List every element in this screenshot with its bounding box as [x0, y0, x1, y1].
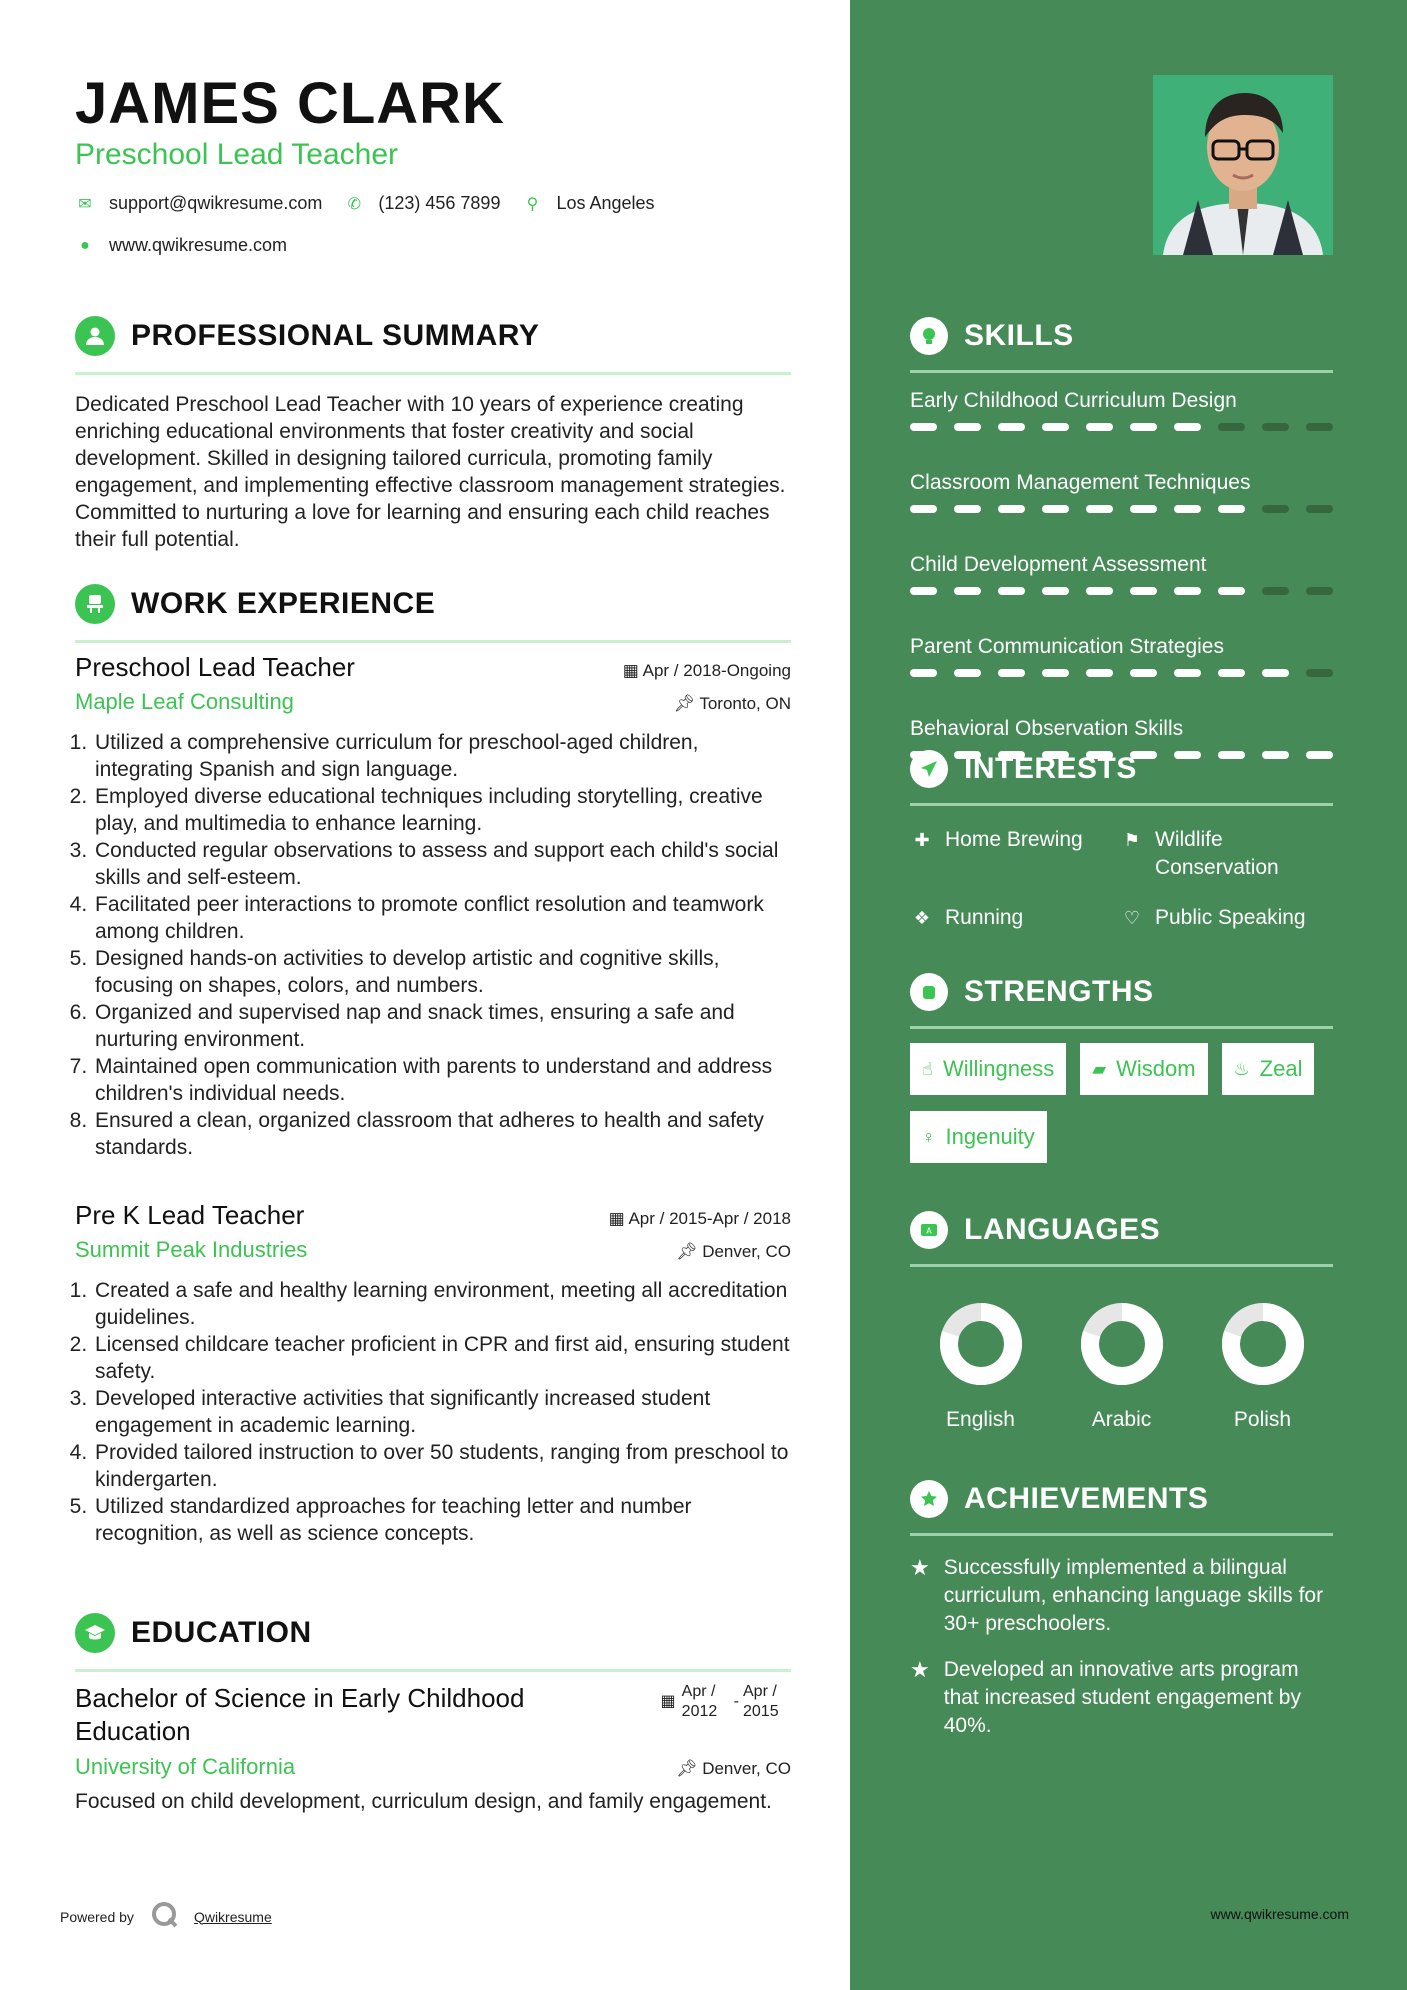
candidate-title: Preschool Lead Teacher [75, 138, 398, 171]
education-heading: EDUCATION [131, 1616, 312, 1649]
summary-text: Dedicated Preschool Lead Teacher with 10 years of experience creating enriching educational environments that foster creativity and social development. Skilled in designing tailored curricula, promoting family engagement, and implementing effective classroom management strategies. Committed to nurturing a love for learning and ensuring each child reaches their full potential. [75, 393, 786, 551]
experience-heading: WORK EXPERIENCE [131, 587, 436, 620]
skill-level-dash [954, 587, 981, 595]
strengths-section [910, 970, 1333, 1179]
book-icon: ▰ [1092, 1058, 1107, 1079]
location-text: Los Angeles [556, 193, 655, 213]
language-item [910, 1301, 1051, 1432]
achievements-section [910, 1477, 1333, 1740]
calendar-icon: ▦ [660, 1693, 676, 1710]
interest-label: Public Speaking [1155, 906, 1306, 929]
job-entry [75, 652, 791, 1161]
fire-icon: ♨ [1233, 1058, 1250, 1079]
paw-icon: ❖ [913, 908, 931, 928]
list-item: 6. Organized and supervised nap and snack times, ensuring a safe and nurturing environment. [93, 999, 791, 1053]
brand-link[interactable]: Qwikresume [193, 1908, 272, 1925]
star-icon [910, 1480, 948, 1518]
skill-level-dash [954, 669, 981, 677]
skill-level-dash [1306, 505, 1333, 513]
interest-label: Wildlife Conservation [1155, 828, 1279, 879]
skill-level-dash [998, 587, 1025, 595]
school-location: Denver, CO [702, 1759, 791, 1778]
education-entry [75, 1682, 791, 1815]
skill-name: Parent Communication Strategies [910, 635, 1224, 658]
job-title: Preschool Lead Teacher [75, 652, 355, 682]
skill-level-dash [1086, 587, 1113, 595]
skill-item [910, 471, 1333, 537]
skill-level-dash [1306, 587, 1333, 595]
interests-section [910, 747, 1333, 932]
skill-level-meter [910, 669, 1333, 677]
skill-level-dash [1130, 505, 1157, 513]
job-entry [75, 1200, 791, 1547]
list-item: 1. Utilized a comprehensive curriculum for preschool-aged children, integrating Spanish and sign language. [93, 729, 791, 783]
divider [910, 1533, 1333, 1536]
school-name: University of California [75, 1754, 296, 1779]
powered-by-text: Powered by [60, 1908, 134, 1925]
language-name: Polish [1233, 1408, 1292, 1431]
profile-photo [1153, 75, 1333, 255]
skill-level-dash [1130, 587, 1157, 595]
job-dates: Apr / 2018-Ongoing [642, 661, 791, 680]
job-location: Denver, CO [702, 1242, 791, 1261]
heartbeat-icon: ♡ [1123, 908, 1141, 928]
interest-label: Running [945, 906, 1024, 929]
skill-level-dash [1086, 423, 1113, 431]
candidate-name: JAMES CLARK [75, 71, 505, 136]
footer-powered [60, 1900, 272, 1933]
user-icon [75, 316, 115, 356]
list-item: 3. Developed interactive activities that significantly increased student engagement in academic learning. [93, 1385, 791, 1439]
calendar-icon: ▦ [622, 661, 643, 680]
skill-level-dash [910, 587, 937, 595]
job-title: Pre K Lead Teacher [75, 1200, 305, 1230]
interest-item [910, 826, 1120, 882]
strength-badge [1222, 1043, 1315, 1095]
skills-list [910, 389, 1333, 783]
website-link[interactable]: www.qwikresume.com [109, 235, 288, 255]
education-section [75, 1611, 791, 1672]
list-item: 3. Conducted regular observations to assess and support each child's social skills and self-esteem. [93, 837, 791, 891]
list-item: 2. Licensed childcare teacher proficient in CPR and first aid, ensuring student safety. [93, 1331, 791, 1385]
list-item: 7. Maintained open communication with parents to understand and address children's individual needs. [93, 1053, 791, 1107]
strength-badge [910, 1043, 1066, 1095]
skill-level-dash [1042, 505, 1069, 513]
skill-level-dash [1130, 423, 1157, 431]
strength-label: Zeal [1259, 1056, 1303, 1081]
job-company: Maple Leaf Consulting [75, 689, 294, 714]
interest-item [910, 904, 1120, 932]
skill-name: Behavioral Observation Skills [910, 717, 1184, 740]
pushpin-icon: 📌︎ [675, 1242, 703, 1261]
contact-row [75, 193, 677, 214]
skill-level-dash [910, 669, 937, 677]
skill-level-dash [1218, 669, 1245, 677]
flag-icon: ⚑ [1123, 830, 1141, 850]
language-item [1051, 1301, 1192, 1432]
list-item: 4. Provided tailored instruction to over 50 students, ranging from preschool to kindergarten. [93, 1439, 791, 1493]
skill-level-meter [910, 587, 1333, 595]
interest-item [1120, 904, 1330, 932]
thumbs-up-icon: ☝ [922, 1058, 933, 1079]
skill-level-meter [910, 505, 1333, 513]
strengths-list [910, 1043, 1333, 1179]
strength-badge [910, 1111, 1047, 1163]
job-location: Toronto, ON [699, 694, 791, 713]
skill-level-dash [954, 505, 981, 513]
interests-list [910, 826, 1333, 932]
lightbulb-icon [910, 317, 948, 355]
skill-level-dash [998, 423, 1025, 431]
experience-section [75, 582, 791, 643]
paper-plane-icon [910, 750, 948, 788]
list-item: 1. Created a safe and healthy learning environment, meeting all accreditation guidelines. [93, 1277, 791, 1331]
job-bullets [75, 729, 791, 1161]
job-dates: Apr / 2015-Apr / 2018 [628, 1209, 791, 1228]
skill-level-dash [1218, 587, 1245, 595]
language-icon [910, 1211, 948, 1249]
skill-level-dash [1174, 669, 1201, 677]
list-item: 2. Employed diverse educational techniques including storytelling, creative play, and multimedia to enhance learning. [93, 783, 791, 837]
skills-heading: SKILLS [964, 319, 1074, 352]
job-bullets [75, 1277, 791, 1547]
skill-level-dash [998, 505, 1025, 513]
footer-site-link[interactable]: www.qwikresume.com [1210, 1906, 1349, 1922]
skill-item [910, 553, 1333, 619]
skill-level-dash [1306, 423, 1333, 431]
achievement-text: Developed an innovative arts program that increased student engagement by 40%. [943, 1658, 1301, 1737]
strength-label: Ingenuity [945, 1124, 1035, 1149]
strength-label: Willingness [942, 1056, 1055, 1081]
skill-level-dash [910, 423, 937, 431]
skill-level-dash [1086, 669, 1113, 677]
skill-level-dash [1262, 505, 1289, 513]
skill-level-dash [1262, 669, 1289, 677]
strength-label: Wisdom [1116, 1056, 1196, 1081]
map-pin-icon: ⚲ [526, 195, 539, 213]
language-proficiency-ring [938, 1301, 1024, 1387]
lightbulb-icon: ♀ [922, 1126, 936, 1147]
summary-heading: PROFESSIONAL SUMMARY [131, 319, 540, 352]
skill-level-dash [1306, 669, 1333, 677]
envelope-icon: ✉ [78, 195, 92, 213]
star-icon: ★ [910, 1555, 930, 1580]
list-item: 5. Utilized standardized approaches for teaching letter and number recognition, as well as science concepts. [93, 1493, 791, 1547]
skill-name: Child Development Assessment [910, 553, 1207, 576]
list-item: 5. Designed hands-on activities to develop artistic and cognitive skills, focusing on shapes, colors, and numbers. [93, 945, 791, 999]
skill-level-dash [1042, 669, 1069, 677]
language-proficiency-ring [1220, 1301, 1306, 1387]
phone-text: (123) 456 7899 [378, 193, 501, 213]
education-start: Apr / 2012 [681, 1683, 718, 1720]
degree-title: Bachelor of Science in Early Childhood Education [75, 1683, 525, 1746]
skill-level-dash [1262, 423, 1289, 431]
divider [75, 640, 791, 643]
skill-level-dash [910, 505, 937, 513]
skill-level-dash [1042, 423, 1069, 431]
interest-item [1120, 826, 1330, 882]
language-proficiency-ring [1079, 1301, 1165, 1387]
achievements-heading: ACHIEVEMENTS [964, 1482, 1209, 1515]
list-item: 8. Ensured a clean, organized classroom that adheres to health and safety standards. [93, 1107, 791, 1161]
job-company: Summit Peak Industries [75, 1237, 308, 1262]
divider [910, 1264, 1333, 1267]
strengths-heading: STRENGTHS [964, 975, 1154, 1008]
website-row [75, 235, 287, 256]
skill-level-dash [1086, 505, 1113, 513]
skill-level-dash [1218, 423, 1245, 431]
email-link[interactable]: support@qwikresume.com [109, 193, 323, 213]
globe-icon: ● [80, 236, 90, 254]
graduation-icon [75, 1613, 115, 1653]
language-name: Arabic [1091, 1408, 1152, 1431]
skill-item [910, 389, 1333, 455]
skill-item [910, 635, 1333, 701]
skill-level-dash [1174, 505, 1201, 513]
divider [910, 1026, 1333, 1029]
summary-section [75, 314, 791, 553]
pushpin-icon: 📌︎ [675, 1759, 703, 1778]
star-icon: ★ [910, 1657, 930, 1682]
skill-name: Classroom Management Techniques [910, 471, 1251, 494]
skill-level-dash [1174, 423, 1201, 431]
divider [910, 803, 1333, 806]
languages-list [910, 1301, 1333, 1432]
achievement-text: Successfully implemented a bilingual curriculum, enhancing language skills for 30+ preschoolers. [943, 1556, 1324, 1635]
language-name: English [946, 1408, 1015, 1431]
divider [75, 1669, 791, 1672]
calendar-icon: ▦ [608, 1209, 629, 1228]
languages-heading: LANGUAGES [964, 1213, 1161, 1246]
skill-level-meter [910, 423, 1333, 431]
skill-name: Early Childhood Curriculum Design [910, 389, 1237, 412]
skill-level-dash [1130, 669, 1157, 677]
divider [75, 372, 791, 375]
achievement-item [910, 1554, 1333, 1638]
skill-level-dash [1042, 587, 1069, 595]
strength-badge [1080, 1043, 1207, 1095]
puzzle-icon: ✚ [914, 830, 930, 850]
skill-level-dash [1262, 587, 1289, 595]
skill-level-dash [954, 423, 981, 431]
pushpin-icon: 📌︎ [673, 694, 700, 713]
skill-level-dash [1218, 505, 1245, 513]
phone-icon: ✆ [347, 195, 362, 213]
divider [910, 370, 1333, 373]
education-end: Apr / 2015 [743, 1683, 779, 1720]
qwikresume-logo-icon [150, 1900, 180, 1933]
skill-level-dash [998, 669, 1025, 677]
interests-heading: INTERESTS [964, 752, 1137, 785]
skill-level-dash [1174, 587, 1201, 595]
skills-section [910, 314, 1333, 783]
svg-text:A: A [926, 1226, 932, 1236]
language-item [1192, 1301, 1333, 1432]
achievement-item [910, 1656, 1333, 1740]
education-description: Focused on child development, curriculum design, and family engagement. [75, 1790, 772, 1813]
date-separator: - [733, 1693, 739, 1710]
fist-icon [910, 973, 948, 1011]
chair-icon [75, 584, 115, 624]
languages-section [910, 1208, 1333, 1432]
interest-label: Home Brewing [945, 828, 1083, 851]
list-item: 4. Facilitated peer interactions to promote conflict resolution and teamwork among children. [93, 891, 791, 945]
